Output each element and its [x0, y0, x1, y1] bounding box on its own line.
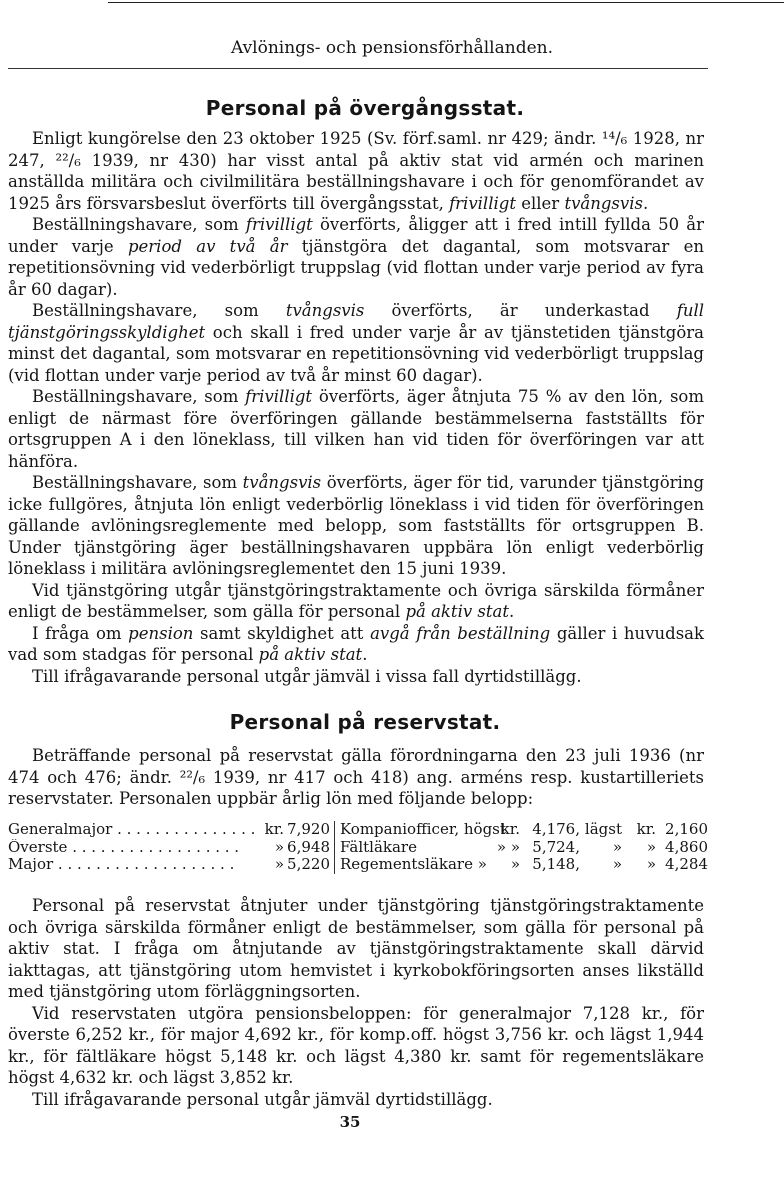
running-head: Avlönings- och pensionsförhållanden. [230, 38, 553, 58]
page-number: 35 [339, 1113, 361, 1131]
table-row: Generalmajor . . . . . . . . . . . . . . . kr. 7,920 [8, 820, 330, 838]
paragraph: Enligt kungörelse den 23 oktober 1925 (Sv. förf.saml. nr 429; ändr. ¹⁴/₆ 1928, nr 247, ²²/₆ 1939, nr 430) har visst antal på aktiv stat vid armén och marinen anställda militära och civilmilitära beställningshavare i och för genomförandet av 1925 års försvarsbeslut överförts till övergångsstat, frivilligt eller tvångsvis. [8, 129, 704, 213]
salary-table-right-column [335, 821, 708, 874]
paragraph: Till ifrågavarande personal utgår jämväl dyrtidstillägg. [32, 1089, 493, 1109]
section-body-transition-staff [8, 128, 704, 687]
paragraph: Beträffande personal på reservstat gälla förordningarna den 23 juli 1936 (nr 474 och 476; ändr. ²²/₆ 1939, nr 417 och 418) ang. arméns resp. kustartilleriets reservstater. Personalen uppbär årlig lön med följande belopp: [8, 746, 704, 808]
paragraph: Beställningshavare, som tvångsvis överförts, är underkastad full tjänstgöringsskyldighet och skall i fred under varje år av tjänstetiden tjänstgöra minst det dagantal, som motsvarar en repetitionsövning vid vederbörligt truppslag (vid flottan under varje period av två år minst 60 dagar). [8, 301, 705, 385]
table-row: Major . . . . . . . . . . . . . . . . . . . » 5,220 [8, 855, 330, 873]
table-row: Överste . . . . . . . . . . . . . . . . . . » 6,948 [8, 837, 330, 856]
section-intro-reserve-staff [8, 745, 704, 810]
salary-table [8, 821, 708, 874]
table-row: Regementsläkare » » 5,148, » » 4,284 [340, 855, 708, 873]
table-row: Kompaniofficer, högst kr. 4,176, lägst kr. 2,160 [340, 820, 708, 838]
paragraph: Vid tjänstgöring utgår tjänstgöringstraktamente och övriga särskilda förmåner enligt de bestämmelser, som gälla för personal på aktiv stat. [8, 580, 704, 621]
header-rule [8, 68, 708, 69]
section-body-reserve-staff [8, 895, 704, 1110]
paragraph: Till ifrågavarande personal utgår jämväl i vissa fall dyrtidstillägg. [32, 666, 582, 686]
section-heading-reserve-staff: Personal på reservstat. [229, 710, 501, 734]
paragraph: Beställningshavare, som frivilligt överförts, åligger att i fred intill fyllda 50 år under varje period av två år tjänstgöra det dagantal, som motsvarar en repetitionsövning vid vederbörligt truppslag (vid flottan under varje period av fyra år 60 dagar). [8, 215, 705, 299]
salary-table-left-column [8, 821, 335, 874]
paragraph: Personal på reservstat åtnjuter under tjänstgöring tjänstgöringstraktamente och övriga särskilda förmåner enligt de bestämmelser, som gälla för personal på aktiv stat. I fråga om åtnjutande av tjänstgöringstraktamente skall därvid iakttagas, att tjänstgöring utom hemvistet i kyrkobokföringsorten anses likställd med tjänstgöring utom förläggningsorten. [8, 896, 704, 1001]
paragraph: Vid reservstaten utgöra pensionsbeloppen: för generalmajor 7,128 kr., för överste 6,252 kr., för major 4,692 kr., för komp.off. högst 3,756 kr. och lägst 1,944 kr., för fältläkare högst 5,148 kr. och lägst 4,380 kr. samt för regementsläkare högst 4,632 kr. och lägst 3,852 kr. [8, 1003, 704, 1087]
paragraph: Beställningshavare, som frivilligt överförts, äger åtnjuta 75 % av den lön, som enligt de närmast före överföringen gällande bestämmelserna fastställts för ortsgruppen A i den löneklass, till vilken han vid tiden för överföringen var att hänföra. [8, 387, 705, 471]
top-rule [108, 2, 784, 3]
table-row: Fältläkare » » 5,724, » » 4,860 [340, 837, 708, 856]
paragraph: Beställningshavare, som tvångsvis överförts, äger för tid, varunder tjänstgöring icke fullgöres, åtnjuta lön enligt vederbörlig löneklass i vid tiden för överföringen gällande avlöningsreglemente med belopp, som fastställts för ortsgruppen B. Under tjänstgöring äger beställningshavaren uppbära lön enligt vederbörlig löneklass i militära avlöningsreglementet den 15 juni 1939. [8, 473, 705, 578]
paragraph: I fråga om pension samt skyldighet att avgå från beställning gäller i huvudsak vad som stadgas för personal på aktiv stat. [8, 623, 705, 664]
section-heading-transition-staff: Personal på övergångsstat. [205, 96, 525, 120]
